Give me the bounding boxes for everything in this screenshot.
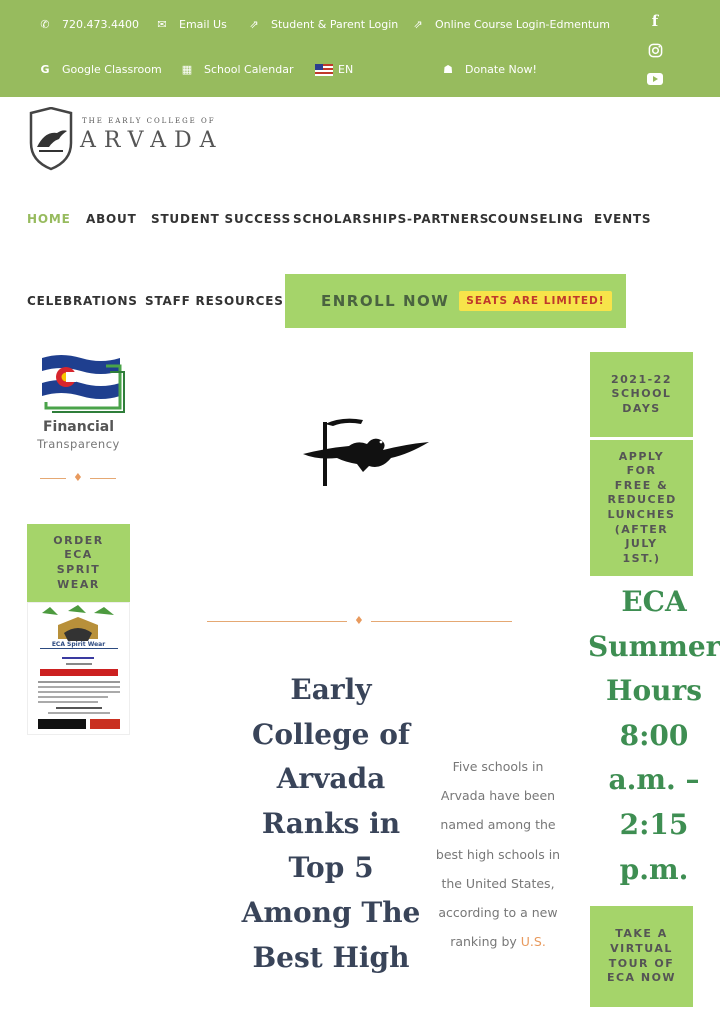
apply-lunches-button[interactable] xyxy=(590,440,693,576)
school-days-button[interactable] xyxy=(590,352,693,437)
facebook-link[interactable] xyxy=(645,13,665,29)
nav-student-success[interactable]: STUDENT SUCCESS xyxy=(151,212,292,226)
online-course-login-link[interactable] xyxy=(411,18,610,31)
order-spirit-wear-button[interactable] xyxy=(27,524,130,602)
divider-line xyxy=(90,478,116,479)
apply-lunches-label: APPLY FOR FREE & REDUCED LUNCHES (AFTER JULY 1ST.) xyxy=(607,449,677,565)
language-label: EN xyxy=(338,63,354,76)
language-selector[interactable] xyxy=(315,63,353,76)
calendar-icon: ▦ xyxy=(181,63,193,76)
external-link-icon: ⇗ xyxy=(249,18,259,31)
logo-subtitle: THE EARLY COLLEGE OF xyxy=(82,117,216,125)
donate-link[interactable] xyxy=(441,63,537,76)
order-spirit-wear-label: ORDER ECA SPRIT WEAR xyxy=(53,533,104,591)
summer-hours-text: ECA Summer Hours 8:00 a.m. – 2:15 p.m. xyxy=(588,585,720,886)
school-calendar-link[interactable] xyxy=(180,63,293,76)
virtual-tour-label: TAKE A VIRTUAL TOUR OF ECA NOW xyxy=(606,927,677,985)
article-headline[interactable]: Early College of Arvada Ranks in Top 5 Among The Best High xyxy=(241,673,421,974)
shield-logo-icon xyxy=(27,107,75,171)
external-link-icon: ⇗ xyxy=(413,18,423,31)
financial-title: Financial xyxy=(42,419,115,435)
divider-line xyxy=(371,621,512,622)
email-link[interactable] xyxy=(155,18,227,31)
enroll-now-label: ENROLL NOW xyxy=(321,292,450,310)
spirit-wear-flyer[interactable] xyxy=(27,602,130,735)
seats-limited-badge: SEATS ARE LIMITED! xyxy=(459,291,611,311)
donate-label: Donate Now! xyxy=(465,63,537,76)
school-calendar-label: School Calendar xyxy=(204,63,294,76)
financial-subtitle: Transparency xyxy=(37,437,120,451)
phone-icon: ✆ xyxy=(40,18,50,31)
logo-title: ARVADA xyxy=(80,128,224,153)
us-news-link[interactable]: U.S. xyxy=(520,934,546,950)
phone-link[interactable] xyxy=(38,18,139,31)
eagle-icon xyxy=(297,414,432,492)
divider-line xyxy=(40,478,66,479)
nav-counseling[interactable]: COUNSELING xyxy=(488,212,584,226)
student-parent-login-link[interactable] xyxy=(247,18,398,31)
instagram-icon xyxy=(648,43,663,58)
google-classroom-link[interactable] xyxy=(38,63,162,76)
divider-line xyxy=(207,621,347,622)
top-utility-bar xyxy=(0,0,720,97)
google-icon: G xyxy=(40,63,50,76)
article-excerpt-text: Five schools in Arvada have been named among the best high schools in the United States, according to a new ranking by xyxy=(435,759,561,950)
instagram-link[interactable] xyxy=(645,42,665,58)
facebook-icon: f xyxy=(651,12,659,30)
phone-number: 720.473.4400 xyxy=(62,18,139,31)
flame-icon: ♦ xyxy=(354,614,364,627)
nav-events[interactable]: EVENTS xyxy=(594,212,652,226)
colorado-flag-icon xyxy=(36,352,126,414)
school-days-label: 2021-22 SCHOOL DAYS xyxy=(611,372,672,415)
article-excerpt xyxy=(432,752,564,956)
nav-celebrations[interactable]: CELEBRATIONS xyxy=(27,294,138,308)
online-course-label: Online Course Login-Edmentum xyxy=(435,18,610,31)
virtual-tour-button[interactable] xyxy=(590,906,693,1007)
student-login-label: Student & Parent Login xyxy=(271,18,399,31)
flame-icon: ♦ xyxy=(73,471,83,484)
donate-icon: ☗ xyxy=(443,63,453,76)
nav-scholarships-partners[interactable]: SCHOLARSHIPS-PARTNERS xyxy=(293,212,490,226)
spirit-card-title: ECA Spirit Wear xyxy=(28,641,129,648)
youtube-link[interactable] xyxy=(645,71,665,87)
nav-home[interactable]: HOME xyxy=(27,212,71,226)
google-classroom-label: Google Classroom xyxy=(62,63,162,76)
youtube-icon xyxy=(647,73,663,85)
spirit-wear-flyer-image xyxy=(28,603,129,734)
enroll-now-button[interactable] xyxy=(285,274,626,328)
nav-staff-resources[interactable]: STAFF RESOURCES xyxy=(145,294,284,308)
envelope-icon: ✉ xyxy=(157,18,167,31)
nav-about[interactable]: ABOUT xyxy=(86,212,137,226)
email-label: Email Us xyxy=(179,18,227,31)
us-flag-icon xyxy=(315,64,333,76)
